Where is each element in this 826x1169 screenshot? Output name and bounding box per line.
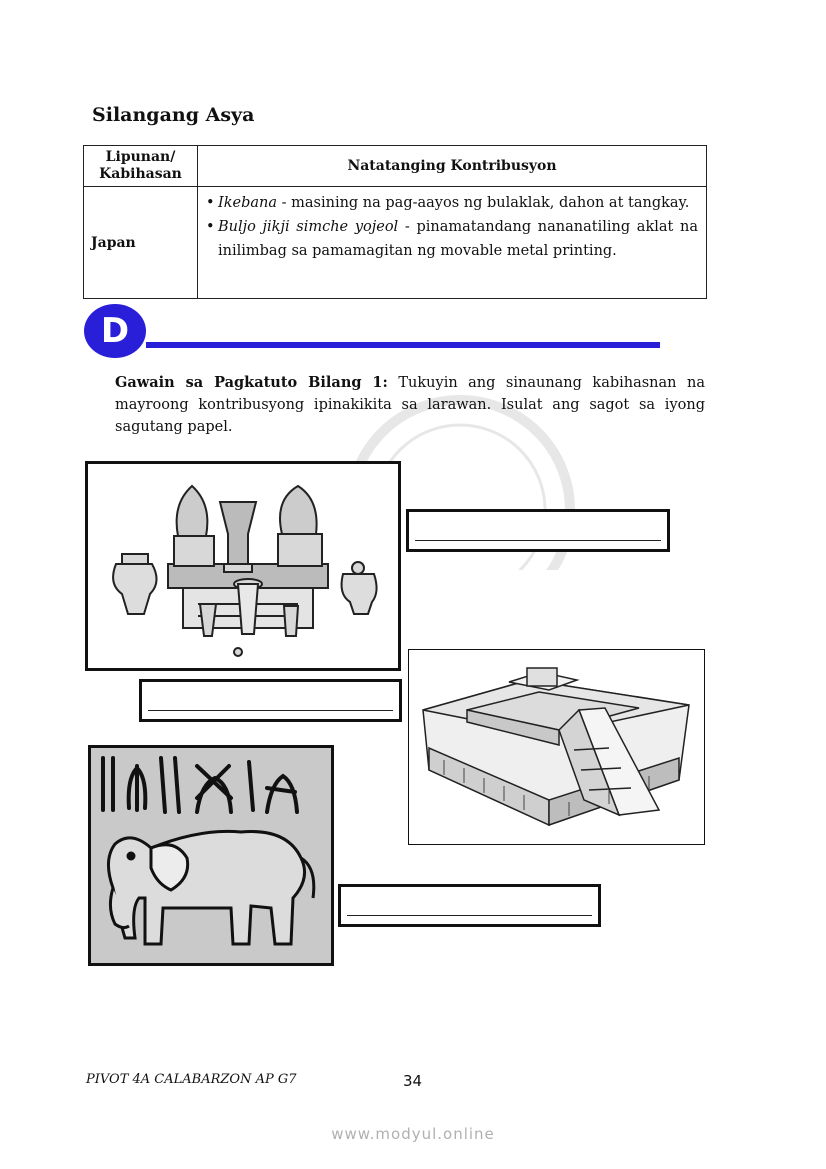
- activity-text: Tukuyin ang sinaunang kabihasnan na mayroong kontribusyong ipinakikita sa larawan. Isulat ang sagot sa iyong sagutang papel.: [115, 375, 705, 435]
- bullet-icon: •: [206, 219, 215, 235]
- answer-box-2[interactable]: [139, 679, 402, 722]
- site-watermark: www.modyul.online: [331, 1125, 495, 1143]
- bronze-vessels-image: [85, 461, 401, 671]
- seal-elephant-icon: [91, 748, 331, 963]
- ziggurat-image: [408, 649, 705, 845]
- seal-image: [88, 745, 334, 966]
- item-desc: - pinamatandang nananatiling aklat na inilimbag sa pamamagitan ng movable metal printing.: [218, 219, 698, 259]
- header-contribution: Natatanging Kontribusyon: [198, 146, 707, 187]
- item-desc: - masining na pag-aayos ng bulaklak, dahon at tangkay.: [277, 195, 690, 211]
- answer-box-3[interactable]: [338, 884, 601, 927]
- footer-module-name: PIVOT 4A CALABARZON AP G7: [86, 1072, 297, 1087]
- section-title: Silangang Asya: [92, 104, 255, 126]
- part-letter-badge: D: [84, 304, 146, 358]
- answer-box-1[interactable]: [406, 509, 670, 552]
- item-term: Ikebana: [218, 195, 278, 211]
- item-term: Buljo jikji simche yojeol: [218, 219, 399, 235]
- bullet-icon: •: [206, 195, 215, 211]
- contribution-cell: [198, 187, 707, 299]
- bronze-vessels-icon: [88, 464, 398, 668]
- list-item: [206, 191, 698, 215]
- header-society: Lipunan/ Kabihasan: [84, 146, 198, 187]
- country-cell: Japan: [84, 187, 198, 299]
- activity-instruction: [115, 372, 705, 438]
- page-number: 34: [403, 1072, 423, 1090]
- table-row: [84, 187, 707, 299]
- activity-label: Gawain sa Pagkatuto Bilang 1:: [115, 374, 388, 391]
- table-header-row: [84, 146, 707, 187]
- list-item: [206, 215, 698, 263]
- part-divider: [146, 342, 660, 348]
- contributions-table: [83, 145, 707, 299]
- ziggurat-icon: [409, 650, 703, 843]
